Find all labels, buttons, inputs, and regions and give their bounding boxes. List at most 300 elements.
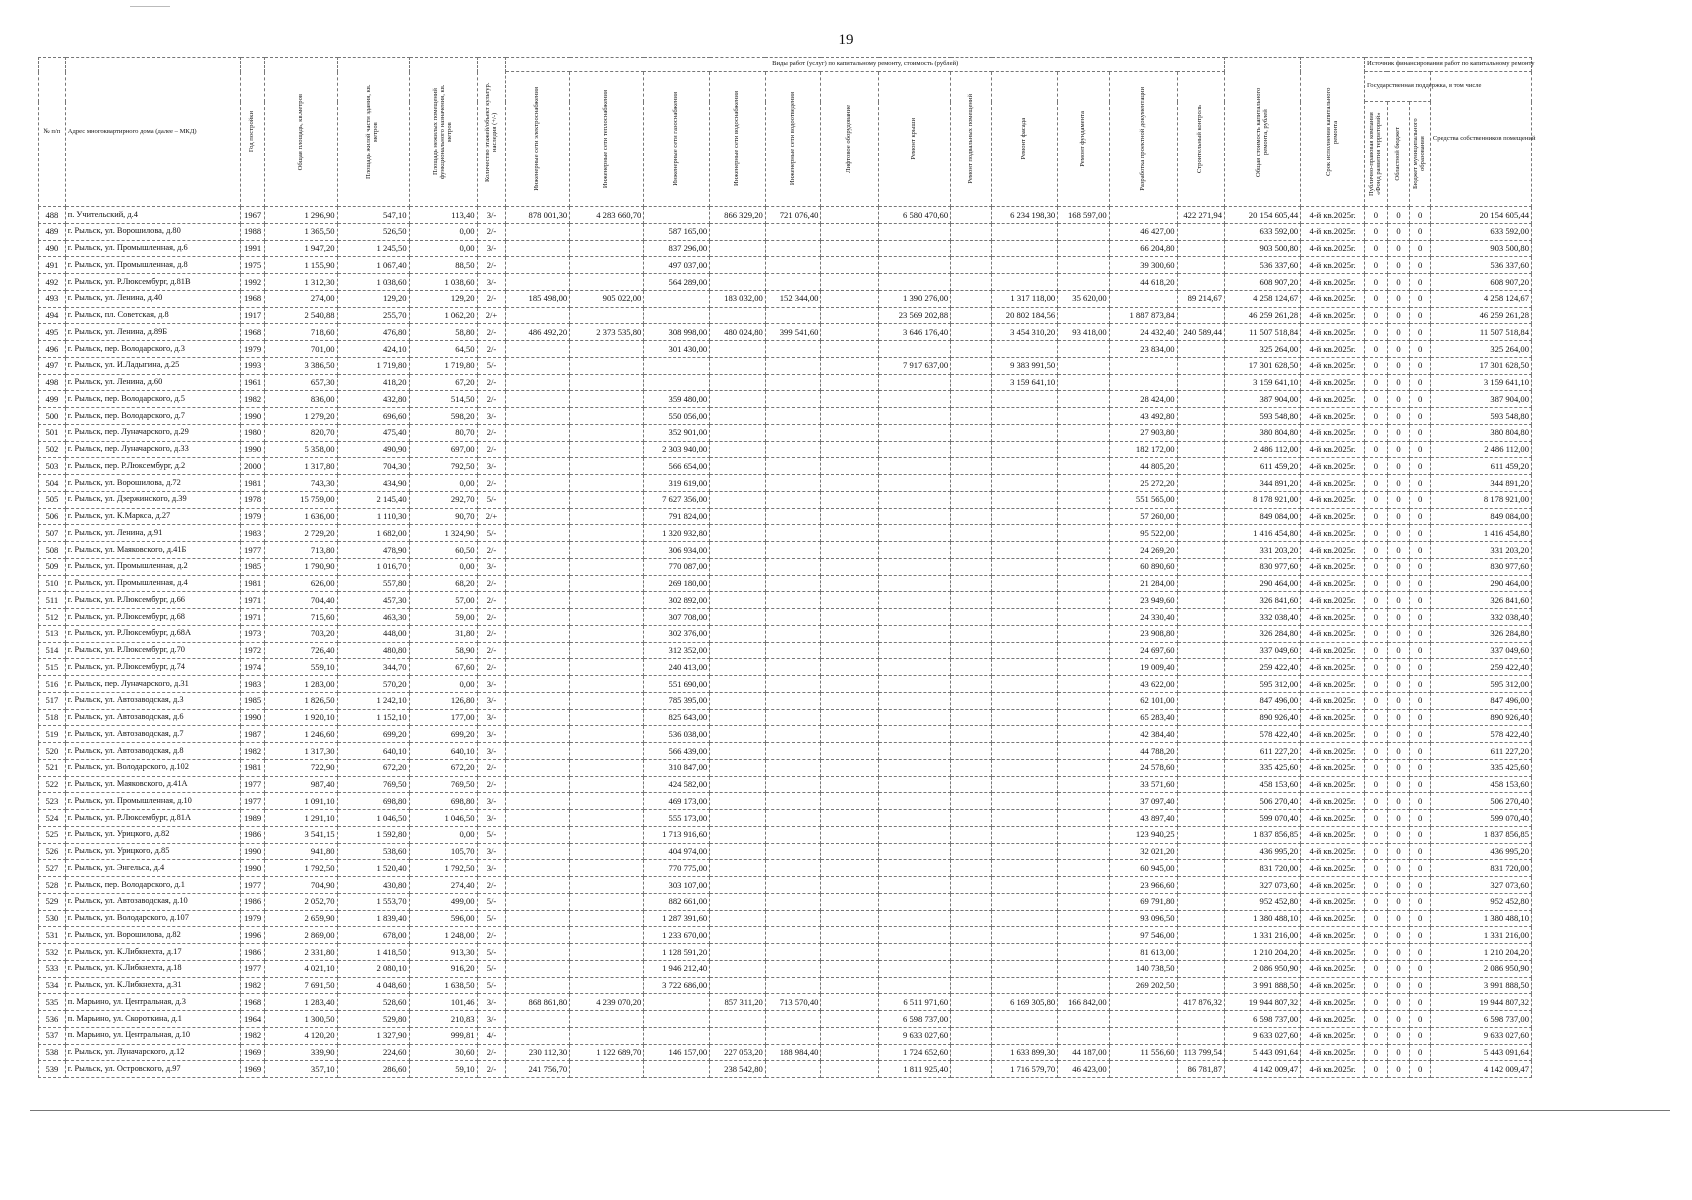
cell-cost-foundation — [1058, 776, 1109, 793]
cell-common-area: 640,10 — [409, 743, 477, 760]
cell-source-regional: 0 — [1387, 391, 1410, 408]
cell-cost-basement — [951, 408, 992, 425]
cell-cost-sewer — [765, 960, 821, 977]
cell-cost-water — [710, 257, 766, 274]
cell-cost-facade — [992, 575, 1058, 592]
cell-source-fund: 0 — [1365, 826, 1388, 843]
cell-cost-roof — [879, 743, 951, 760]
cell-cost-heating — [570, 223, 644, 240]
cell-owners-funds: 2 486 112,00 — [1430, 441, 1531, 458]
table-row — [39, 994, 1532, 1011]
cell-source-regional: 0 — [1387, 609, 1410, 626]
cell-cost-basement — [951, 826, 992, 843]
cell-cost-sewer — [765, 341, 821, 358]
cell-year-built: 1987 — [240, 726, 265, 743]
cell-source-regional: 0 — [1387, 960, 1410, 977]
cell-cost-supervision — [1177, 910, 1224, 927]
cell-owners-funds: 633 592,00 — [1430, 223, 1531, 240]
cell-cost-foundation — [1058, 625, 1109, 642]
cell-cost-water — [710, 625, 766, 642]
cell-common-area: 59,00 — [409, 609, 477, 626]
cell-cost-basement — [951, 960, 992, 977]
cell-total-cost: 849 084,00 — [1225, 508, 1301, 525]
cell-cost-heating — [570, 575, 644, 592]
cell-address: г. Рыльск, ул. Р.Люксембург, д.81В — [65, 274, 240, 291]
cell-cost-facade — [992, 491, 1058, 508]
cell-address: г. Рыльск, ул. Дзержинского, д.39 — [65, 491, 240, 508]
cell-total-area: 1 300,50 — [265, 1011, 337, 1028]
cell-cost-gas: 359 480,00 — [644, 391, 710, 408]
cell-cost-supervision — [1177, 408, 1224, 425]
cell-deadline: 4-й кв.2025г. — [1301, 207, 1365, 224]
cell-cost-design: 28 424,00 — [1109, 391, 1177, 408]
cell-year-built: 1969 — [240, 1044, 265, 1061]
cell-cost-heating — [570, 1027, 644, 1044]
cell-total-area: 1 312,30 — [265, 274, 337, 291]
cell-total-area: 1 246,60 — [265, 726, 337, 743]
cell-floors: 5/- — [477, 525, 506, 542]
cell-cost-electric — [506, 927, 570, 944]
cell-floors: 3/- — [477, 726, 506, 743]
cell-cost-basement — [951, 592, 992, 609]
cell-deadline: 4-й кв.2025г. — [1301, 240, 1365, 257]
cell-floors: 2/- — [477, 659, 506, 676]
header-year: Год постройки — [240, 58, 265, 207]
cell-year-built: 1917 — [240, 307, 265, 324]
table-row — [39, 927, 1532, 944]
cell-living-area: 1 038,60 — [337, 274, 409, 291]
cell-cost-gas: 564 289,00 — [644, 274, 710, 291]
cell-cost-water — [710, 575, 766, 592]
cell-cost-foundation — [1058, 1027, 1109, 1044]
cell-cost-elevator — [821, 575, 879, 592]
cell-cost-roof — [879, 257, 951, 274]
cell-year-built: 1982 — [240, 977, 265, 994]
cell-cost-water — [710, 458, 766, 475]
cell-cost-facade — [992, 508, 1058, 525]
cell-total-area: 726,40 — [265, 642, 337, 659]
cell-row-number: 521 — [39, 759, 66, 776]
cell-cost-gas: 308 998,00 — [644, 324, 710, 341]
cell-cost-supervision — [1177, 776, 1224, 793]
cell-cost-water: 866 329,20 — [710, 207, 766, 224]
cell-row-number: 500 — [39, 408, 66, 425]
cell-common-area: 67,60 — [409, 659, 477, 676]
cell-address: г. Рыльск, ул. Володарского, д.102 — [65, 759, 240, 776]
cell-cost-basement — [951, 357, 992, 374]
cell-source-municipal: 0 — [1410, 960, 1431, 977]
cell-cost-design: 93 096,50 — [1109, 910, 1177, 927]
table-row — [39, 575, 1532, 592]
cell-deadline: 4-й кв.2025г. — [1301, 475, 1365, 492]
header-work-roof: Ремонт крыши — [879, 72, 951, 207]
cell-row-number: 498 — [39, 374, 66, 391]
cell-source-municipal: 0 — [1410, 575, 1431, 592]
cell-cost-facade — [992, 692, 1058, 709]
cell-cost-basement — [951, 542, 992, 559]
cell-common-area: 916,20 — [409, 960, 477, 977]
cell-cost-facade — [992, 826, 1058, 843]
header-common-area: Площадь нежилых помещений функционального назначения, кв. метров — [409, 58, 477, 207]
cell-floors: 2/- — [477, 475, 506, 492]
cell-source-fund: 0 — [1365, 1044, 1388, 1061]
cell-cost-supervision: 86 781,87 — [1177, 1061, 1224, 1078]
cell-cost-electric: 185 498,00 — [506, 290, 570, 307]
cell-common-area: 101,46 — [409, 994, 477, 1011]
cell-cost-basement — [951, 676, 992, 693]
cell-cost-water — [710, 274, 766, 291]
cell-cost-foundation — [1058, 893, 1109, 910]
cell-source-regional: 0 — [1387, 726, 1410, 743]
cell-common-area: 999,81 — [409, 1027, 477, 1044]
cell-source-municipal: 0 — [1410, 240, 1431, 257]
cell-living-area: 1 067,40 — [337, 257, 409, 274]
cell-cost-roof — [879, 391, 951, 408]
cell-cost-basement — [951, 759, 992, 776]
cell-total-area: 2 540,88 — [265, 307, 337, 324]
cell-source-regional: 0 — [1387, 659, 1410, 676]
cell-cost-facade — [992, 424, 1058, 441]
cell-deadline: 4-й кв.2025г. — [1301, 810, 1365, 827]
table-row — [39, 357, 1532, 374]
cell-deadline: 4-й кв.2025г. — [1301, 642, 1365, 659]
cell-cost-water — [710, 743, 766, 760]
cell-address: г. Рыльск, ул. Р.Люксембург, д.68А — [65, 625, 240, 642]
cell-total-cost: 611 227,20 — [1225, 743, 1301, 760]
cell-cost-basement — [951, 257, 992, 274]
cell-cost-elevator — [821, 424, 879, 441]
cell-cost-sewer — [765, 508, 821, 525]
cell-cost-elevator — [821, 642, 879, 659]
cell-owners-funds: 536 337,60 — [1430, 257, 1531, 274]
cell-source-fund: 0 — [1365, 910, 1388, 927]
cell-cost-gas: 146 157,00 — [644, 1044, 710, 1061]
cell-cost-electric — [506, 759, 570, 776]
cell-cost-elevator — [821, 324, 879, 341]
cell-year-built: 1986 — [240, 893, 265, 910]
cell-common-area: 90,70 — [409, 508, 477, 525]
cell-floors: 2/- — [477, 324, 506, 341]
cell-cost-basement — [951, 558, 992, 575]
cell-source-municipal: 0 — [1410, 441, 1431, 458]
cell-cost-design: 65 283,40 — [1109, 709, 1177, 726]
cell-total-area: 1 317,30 — [265, 743, 337, 760]
cell-total-area: 1 091,10 — [265, 793, 337, 810]
cell-cost-roof — [879, 441, 951, 458]
cell-common-area: 58,80 — [409, 324, 477, 341]
cell-cost-supervision — [1177, 726, 1224, 743]
cell-total-area: 1 155,90 — [265, 257, 337, 274]
cell-source-municipal: 0 — [1410, 1061, 1431, 1078]
cell-cost-heating — [570, 642, 644, 659]
cell-floors: 2/- — [477, 290, 506, 307]
cell-source-fund: 0 — [1365, 776, 1388, 793]
cell-total-area: 704,90 — [265, 877, 337, 894]
header-work-elevator: Лифтовое оборудование — [821, 72, 879, 207]
cell-total-area: 1 826,50 — [265, 692, 337, 709]
cell-year-built: 1977 — [240, 542, 265, 559]
cell-cost-supervision — [1177, 374, 1224, 391]
cell-cost-electric — [506, 257, 570, 274]
cell-cost-design — [1109, 1011, 1177, 1028]
cell-row-number: 519 — [39, 726, 66, 743]
cell-cost-facade — [992, 223, 1058, 240]
cell-deadline: 4-й кв.2025г. — [1301, 525, 1365, 542]
cell-cost-gas — [644, 290, 710, 307]
cell-common-area: 792,50 — [409, 458, 477, 475]
cell-cost-heating — [570, 927, 644, 944]
cell-row-number: 517 — [39, 692, 66, 709]
cell-common-area: 1 248,00 — [409, 927, 477, 944]
cell-total-area: 1 283,40 — [265, 994, 337, 1011]
cell-cost-water — [710, 307, 766, 324]
cell-cost-gas: 587 165,00 — [644, 223, 710, 240]
cell-cost-basement — [951, 860, 992, 877]
cell-cost-basement — [951, 424, 992, 441]
cell-cost-design — [1109, 1027, 1177, 1044]
cell-address: г. Рыльск, пер. Луначарского, д.29 — [65, 424, 240, 441]
cell-cost-foundation — [1058, 1011, 1109, 1028]
cell-cost-gas: 566 654,00 — [644, 458, 710, 475]
cell-cost-heating — [570, 910, 644, 927]
table-row — [39, 307, 1532, 324]
cell-total-area: 4 120,20 — [265, 1027, 337, 1044]
cell-cost-heating — [570, 240, 644, 257]
cell-cost-basement — [951, 877, 992, 894]
table-row — [39, 324, 1532, 341]
header-work-heating: Инженерные сети теплоснабжения — [570, 72, 644, 207]
cell-cost-supervision — [1177, 609, 1224, 626]
cell-owners-funds: 436 995,20 — [1430, 843, 1531, 860]
cell-cost-gas: 240 413,00 — [644, 659, 710, 676]
cell-source-regional: 0 — [1387, 877, 1410, 894]
cell-cost-elevator — [821, 927, 879, 944]
cell-source-regional: 0 — [1387, 810, 1410, 827]
cell-cost-electric — [506, 307, 570, 324]
cell-common-area: 1 062,20 — [409, 307, 477, 324]
cell-total-cost: 8 178 921,00 — [1225, 491, 1301, 508]
cell-source-regional: 0 — [1387, 575, 1410, 592]
cell-cost-supervision — [1177, 977, 1224, 994]
cell-common-area: 0,00 — [409, 826, 477, 843]
cell-cost-foundation — [1058, 508, 1109, 525]
cell-living-area: 286,60 — [337, 1061, 409, 1078]
cell-deadline: 4-й кв.2025г. — [1301, 257, 1365, 274]
cell-source-fund: 0 — [1365, 642, 1388, 659]
cell-cost-water — [710, 676, 766, 693]
cell-cost-elevator — [821, 793, 879, 810]
cell-cost-basement — [951, 625, 992, 642]
cell-cost-gas: 497 037,00 — [644, 257, 710, 274]
cell-common-area: 0,00 — [409, 558, 477, 575]
cell-cost-facade: 9 383 991,50 — [992, 357, 1058, 374]
cell-source-fund: 0 — [1365, 491, 1388, 508]
cell-cost-facade — [992, 843, 1058, 860]
cell-cost-facade — [992, 475, 1058, 492]
cell-total-area: 1 283,00 — [265, 676, 337, 693]
cell-cost-heating — [570, 743, 644, 760]
cell-cost-foundation — [1058, 458, 1109, 475]
cell-deadline: 4-й кв.2025г. — [1301, 341, 1365, 358]
table-row — [39, 776, 1532, 793]
cell-common-area: 67,20 — [409, 374, 477, 391]
cell-cost-heating — [570, 525, 644, 542]
cell-deadline: 4-й кв.2025г. — [1301, 994, 1365, 1011]
cell-cost-roof — [879, 341, 951, 358]
cell-cost-elevator — [821, 776, 879, 793]
cell-source-municipal: 0 — [1410, 793, 1431, 810]
cell-cost-sewer — [765, 743, 821, 760]
cell-cost-gas: 3 722 686,00 — [644, 977, 710, 994]
cell-address: г. Рыльск, ул. Луначарского, д.12 — [65, 1044, 240, 1061]
cell-cost-elevator — [821, 374, 879, 391]
cell-cost-gas — [644, 1011, 710, 1028]
cell-cost-supervision — [1177, 458, 1224, 475]
cell-row-number: 524 — [39, 810, 66, 827]
cell-deadline: 4-й кв.2025г. — [1301, 1044, 1365, 1061]
cell-source-municipal: 0 — [1410, 475, 1431, 492]
cell-source-regional: 0 — [1387, 525, 1410, 542]
cell-year-built: 1991 — [240, 240, 265, 257]
cell-deadline: 4-й кв.2025г. — [1301, 826, 1365, 843]
cell-source-fund: 0 — [1365, 324, 1388, 341]
cell-cost-facade — [992, 726, 1058, 743]
cell-address: г. Рыльск, ул. Р.Люксембург, д.74 — [65, 659, 240, 676]
cell-cost-roof — [879, 826, 951, 843]
cell-cost-foundation — [1058, 441, 1109, 458]
cell-cost-water — [710, 877, 766, 894]
cell-cost-supervision — [1177, 525, 1224, 542]
cell-cost-roof — [879, 810, 951, 827]
cell-cost-roof — [879, 558, 951, 575]
cell-floors: 2/- — [477, 776, 506, 793]
header-work-design: Разработка проектной документации — [1109, 72, 1177, 207]
cell-source-fund: 0 — [1365, 692, 1388, 709]
cell-deadline: 4-й кв.2025г. — [1301, 692, 1365, 709]
cell-year-built: 1985 — [240, 692, 265, 709]
cell-source-municipal: 0 — [1410, 341, 1431, 358]
cell-cost-gas: 791 824,00 — [644, 508, 710, 525]
cell-address: г. Рыльск, пер. Луначарского, д.31 — [65, 676, 240, 693]
cell-living-area: 1 242,10 — [337, 692, 409, 709]
cell-row-number: 495 — [39, 324, 66, 341]
cell-cost-sewer — [765, 491, 821, 508]
cell-cost-design: 24 432,40 — [1109, 324, 1177, 341]
cell-cost-gas: 785 395,00 — [644, 692, 710, 709]
cell-cost-electric — [506, 810, 570, 827]
cell-common-area: 596,00 — [409, 910, 477, 927]
cell-common-area: 177,00 — [409, 709, 477, 726]
cell-source-fund: 0 — [1365, 458, 1388, 475]
cell-source-regional: 0 — [1387, 910, 1410, 927]
cell-cost-foundation — [1058, 307, 1109, 324]
cell-cost-electric: 878 001,30 — [506, 207, 570, 224]
cell-cost-design: 24 697,60 — [1109, 642, 1177, 659]
cell-cost-facade — [992, 1011, 1058, 1028]
cell-year-built: 1982 — [240, 743, 265, 760]
cell-total-cost: 1 380 488,10 — [1225, 910, 1301, 927]
cell-row-number: 489 — [39, 223, 66, 240]
cell-source-fund: 0 — [1365, 726, 1388, 743]
cell-total-cost: 326 284,80 — [1225, 625, 1301, 642]
cell-year-built: 1974 — [240, 659, 265, 676]
cell-cost-facade — [992, 642, 1058, 659]
table-row — [39, 743, 1532, 760]
cell-cost-sewer: 721 076,40 — [765, 207, 821, 224]
cell-cost-electric — [506, 726, 570, 743]
cell-year-built: 1981 — [240, 759, 265, 776]
cell-cost-elevator — [821, 307, 879, 324]
cell-living-area: 1 719,80 — [337, 357, 409, 374]
cell-cost-heating — [570, 408, 644, 425]
cell-cost-electric — [506, 508, 570, 525]
cell-cost-sewer — [765, 357, 821, 374]
cell-cost-heating — [570, 625, 644, 642]
cell-common-area: 1 038,60 — [409, 274, 477, 291]
cell-cost-electric — [506, 843, 570, 860]
cell-cost-design: 11 556,60 — [1109, 1044, 1177, 1061]
cell-cost-heating: 4 239 070,20 — [570, 994, 644, 1011]
table-row — [39, 290, 1532, 307]
cell-source-fund: 0 — [1365, 475, 1388, 492]
cell-cost-electric — [506, 240, 570, 257]
cell-cost-sewer — [765, 458, 821, 475]
cell-cost-basement — [951, 324, 992, 341]
cell-cost-basement — [951, 609, 992, 626]
cell-cost-electric — [506, 391, 570, 408]
cell-address: г. Рыльск, ул. Автозаводская, д.6 — [65, 709, 240, 726]
cell-cost-sewer — [765, 441, 821, 458]
cell-cost-supervision — [1177, 927, 1224, 944]
cell-source-municipal: 0 — [1410, 274, 1431, 291]
cell-total-cost: 9 633 027,60 — [1225, 1027, 1301, 1044]
table-row — [39, 391, 1532, 408]
cell-living-area: 699,20 — [337, 726, 409, 743]
table-row — [39, 676, 1532, 693]
cell-cost-supervision — [1177, 475, 1224, 492]
cell-address: г. Рыльск, ул. Ворошилова, д.82 — [65, 927, 240, 944]
cell-total-area: 657,30 — [265, 374, 337, 391]
cell-cost-water — [710, 592, 766, 609]
cell-cost-sewer: 188 984,40 — [765, 1044, 821, 1061]
cell-cost-basement — [951, 341, 992, 358]
cell-source-municipal: 0 — [1410, 709, 1431, 726]
cell-cost-gas: 319 619,00 — [644, 475, 710, 492]
cell-address: п. Марьино, ул. Центральная, д.10 — [65, 1027, 240, 1044]
capital-repair-table — [38, 57, 1536, 1078]
cell-cost-foundation — [1058, 558, 1109, 575]
cell-floors: 5/- — [477, 826, 506, 843]
cell-cost-electric — [506, 977, 570, 994]
cell-deadline: 4-й кв.2025г. — [1301, 977, 1365, 994]
cell-cost-foundation: 166 842,00 — [1058, 994, 1109, 1011]
cell-year-built: 1977 — [240, 776, 265, 793]
cell-cost-sewer — [765, 910, 821, 927]
cell-total-area: 701,00 — [265, 341, 337, 358]
cell-total-cost: 331 203,20 — [1225, 542, 1301, 559]
cell-cost-heating — [570, 391, 644, 408]
cell-total-cost: 611 459,20 — [1225, 458, 1301, 475]
table-row — [39, 1061, 1532, 1078]
cell-cost-water — [710, 726, 766, 743]
cell-cost-water — [710, 240, 766, 257]
cell-source-municipal: 0 — [1410, 676, 1431, 693]
cell-deadline: 4-й кв.2025г. — [1301, 625, 1365, 642]
cell-total-cost: 1 416 454,80 — [1225, 525, 1301, 542]
cell-common-area: 80,70 — [409, 424, 477, 441]
cell-cost-design: 19 009,40 — [1109, 659, 1177, 676]
cell-cost-roof — [879, 927, 951, 944]
